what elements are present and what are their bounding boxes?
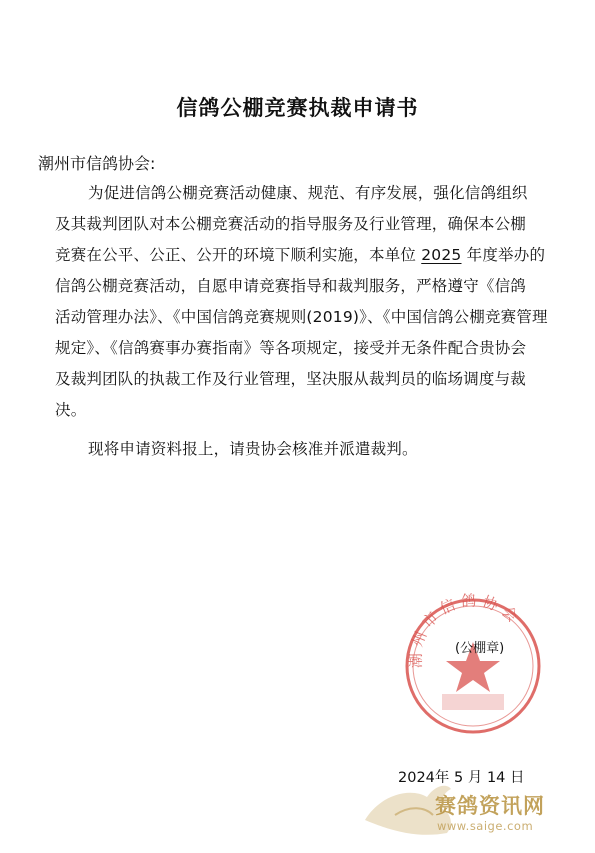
year-value: 2025 [421,246,462,264]
seal-text: 潮州市信鸽协会 [406,591,525,669]
body-line-text: 竞赛在公平、公正、公开的环境下顺利实施，本单位 [55,246,417,264]
body-line: 及其裁判团队对本公棚竞赛活动的指导服务及行业管理，确保本公棚 [55,215,527,233]
body-line: 规定》、《信鸽赛事办赛指南》等各项规定，接受并无条件配合贵协会 [55,339,527,357]
body-line: 决。 [55,401,87,419]
watermark-url: www.saige.com [437,819,534,833]
signing-date: 2024年 5 月 14 日 [398,770,525,786]
svg-text:潮州市信鸽协会 [407,592,525,669]
body-line: 及裁判团队的执裁工作及行业管理，坚决服从裁判员的临场调度与裁 [55,370,527,388]
watermark-text: 赛鸽资讯网 [435,794,545,818]
association-seal [392,588,552,738]
body-line: 活动管理办法》、《中国信鸽竞赛规则(2019)》、《中国信鸽公棚竞赛管理 [55,308,548,326]
year-suffix: 年度举办的 [466,246,546,264]
addressee: 潮州市信鸽协会: [38,154,156,173]
document-title: 信鸽公棚竞赛执裁申请书 [176,96,419,120]
body-line: 信鸽公棚竞赛活动，自愿申请竞赛指导和裁判服务，严格遵守《信鸽 [55,277,527,295]
body-line: 为促进信鸽公棚竞赛活动健康、规范、有序发展，强化信鸽组织 [88,184,528,202]
stamp-note: (公棚章) [455,641,505,656]
body-line: 现将申请资料报上，请贵协会核准并派遣裁判。 [88,440,418,458]
body-line [55,243,545,265]
